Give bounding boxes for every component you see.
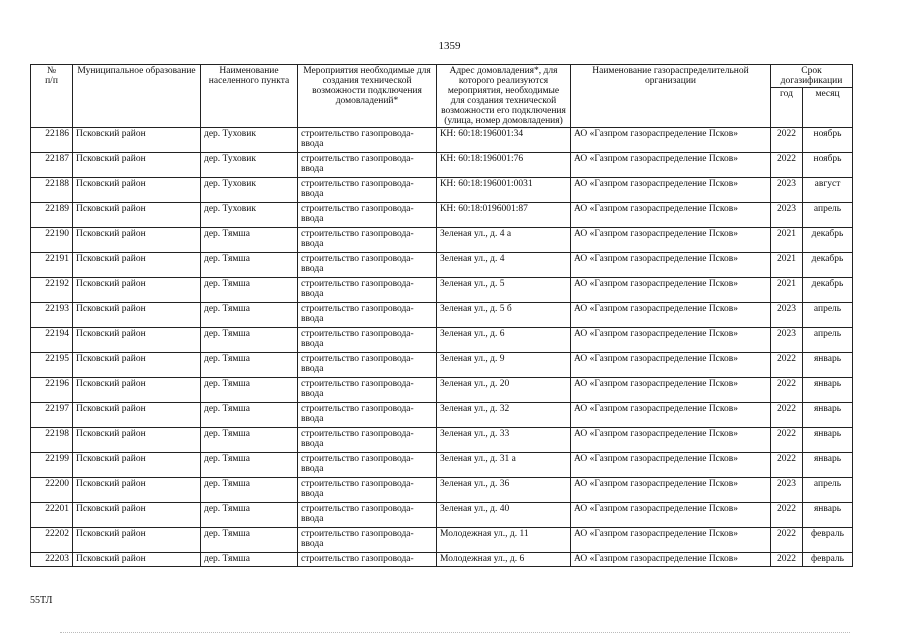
cell-measures: строительство газопровода-ввода: [298, 278, 437, 303]
cell-year: 2022: [771, 453, 803, 478]
cell-municipality: Псковский район: [73, 128, 201, 153]
cell-num: 22196: [31, 378, 73, 403]
cell-month: ноябрь: [803, 128, 853, 153]
cell-settlement: дер. Тямша: [201, 353, 298, 378]
table-row: [31, 203, 853, 228]
cell-settlement: дер. Тямша: [201, 478, 298, 503]
cell-year: 2021: [771, 278, 803, 303]
cell-address: Зеленая ул., д. 20: [437, 378, 571, 403]
header-month: месяц: [803, 88, 853, 128]
cell-settlement: дер. Тямша: [201, 303, 298, 328]
cell-year: 2023: [771, 203, 803, 228]
cell-municipality: Псковский район: [73, 353, 201, 378]
table-row: [31, 178, 853, 203]
cell-settlement: дер. Тямша: [201, 228, 298, 253]
table-row: [31, 153, 853, 178]
cell-month: декабрь: [803, 253, 853, 278]
cell-address: Зеленая ул., д. 5: [437, 278, 571, 303]
cell-settlement: дер. Тямша: [201, 278, 298, 303]
cell-org: АО «Газпром газораспределение Псков»: [571, 253, 771, 278]
cell-year: 2022: [771, 503, 803, 528]
cell-month: февраль: [803, 553, 853, 567]
header-year: год: [771, 88, 803, 128]
table-row: [31, 328, 853, 353]
cell-settlement: дер. Туховик: [201, 153, 298, 178]
header-address: Адрес домовладения*, для которого реализуются мероприятия, необходимые для создания технической возможности его подключения (улица, номер домовладения): [437, 65, 571, 128]
cell-measures: строительство газопровода-ввода: [298, 428, 437, 453]
cell-month: ноябрь: [803, 153, 853, 178]
cell-org: АО «Газпром газораспределение Псков»: [571, 553, 771, 567]
cell-settlement: дер. Туховик: [201, 203, 298, 228]
table-row: [31, 553, 853, 567]
cell-municipality: Псковский район: [73, 178, 201, 203]
cell-num: 22202: [31, 528, 73, 553]
cell-org: АО «Газпром газораспределение Псков»: [571, 203, 771, 228]
cell-month: апрель: [803, 303, 853, 328]
cell-month: январь: [803, 453, 853, 478]
cell-year: 2021: [771, 253, 803, 278]
cell-num: 22198: [31, 428, 73, 453]
header-settlement: Наименование населенного пункта: [201, 65, 298, 128]
table-row: [31, 253, 853, 278]
cell-municipality: Псковский район: [73, 428, 201, 453]
cell-address: Зеленая ул., д. 32: [437, 403, 571, 428]
cell-num: 22186: [31, 128, 73, 153]
table-row: [31, 478, 853, 503]
cell-num: 22195: [31, 353, 73, 378]
cell-num: 22203: [31, 553, 73, 567]
table-row: [31, 228, 853, 253]
cell-month: декабрь: [803, 228, 853, 253]
cell-measures: строительство газопровода-ввода: [298, 378, 437, 403]
cell-municipality: Псковский район: [73, 453, 201, 478]
cell-num: 22194: [31, 328, 73, 353]
header-municipality: Муниципальное образование: [73, 65, 201, 128]
table-row: [31, 278, 853, 303]
cell-measures: строительство газопровода-ввода: [298, 453, 437, 478]
cell-municipality: Псковский район: [73, 478, 201, 503]
cell-month: апрель: [803, 328, 853, 353]
cell-num: 22187: [31, 153, 73, 178]
cell-municipality: Псковский район: [73, 303, 201, 328]
cell-address: Зеленая ул., д. 4: [437, 253, 571, 278]
cell-org: АО «Газпром газораспределение Псков»: [571, 153, 771, 178]
cell-address: КН: 60:18:0196001:87: [437, 203, 571, 228]
cell-address: Зеленая ул., д. 31 а: [437, 453, 571, 478]
table-row: [31, 528, 853, 553]
cell-settlement: дер. Тямша: [201, 403, 298, 428]
cell-settlement: дер. Тямша: [201, 453, 298, 478]
cell-measures: строительство газопровода-ввода: [298, 403, 437, 428]
cell-num: 22192: [31, 278, 73, 303]
cell-address: КН: 60:18:196001:0031: [437, 178, 571, 203]
cell-month: апрель: [803, 478, 853, 503]
cell-municipality: Псковский район: [73, 378, 201, 403]
cell-org: АО «Газпром газораспределение Псков»: [571, 228, 771, 253]
cell-num: 22189: [31, 203, 73, 228]
cell-org: АО «Газпром газораспределение Псков»: [571, 403, 771, 428]
cell-municipality: Псковский район: [73, 403, 201, 428]
cell-month: январь: [803, 428, 853, 453]
table-row: [31, 503, 853, 528]
cell-measures: строительство газопровода-ввода: [298, 328, 437, 353]
cell-measures: строительство газопровода-ввода: [298, 153, 437, 178]
cell-org: АО «Газпром газораспределение Псков»: [571, 378, 771, 403]
cell-org: АО «Газпром газораспределение Псков»: [571, 503, 771, 528]
cell-year: 2022: [771, 153, 803, 178]
gasification-table: [30, 64, 853, 567]
cell-settlement: дер. Туховик: [201, 178, 298, 203]
cell-year: 2022: [771, 378, 803, 403]
cell-org: АО «Газпром газораспределение Псков»: [571, 128, 771, 153]
cell-num: 22201: [31, 503, 73, 528]
cell-measures: строительство газопровода-ввода: [298, 528, 437, 553]
header-num: № п/п: [31, 65, 73, 128]
table-row: [31, 128, 853, 153]
cell-year: 2021: [771, 228, 803, 253]
cell-year: 2023: [771, 303, 803, 328]
cell-month: январь: [803, 503, 853, 528]
header-measures: Мероприятия необходимые для создания технической возможности подключения домовладений*: [298, 65, 437, 128]
cell-address: Молодежная ул., д. 6: [437, 553, 571, 567]
cell-month: февраль: [803, 528, 853, 553]
cell-municipality: Псковский район: [73, 153, 201, 178]
cell-settlement: дер. Тямша: [201, 428, 298, 453]
cell-org: АО «Газпром газораспределение Псков»: [571, 303, 771, 328]
cell-org: АО «Газпром газораспределение Псков»: [571, 178, 771, 203]
cell-num: 22191: [31, 253, 73, 278]
page-number: 1359: [438, 40, 461, 52]
cell-year: 2022: [771, 553, 803, 567]
cell-settlement: дер. Туховик: [201, 128, 298, 153]
cell-address: Молодежная ул., д. 11: [437, 528, 571, 553]
cell-measures: строительство газопровода-ввода: [298, 503, 437, 528]
cell-year: 2023: [771, 328, 803, 353]
cell-settlement: дер. Тямша: [201, 503, 298, 528]
table-body: [31, 128, 853, 567]
cell-address: КН: 60:18:196001:34: [437, 128, 571, 153]
cell-municipality: Псковский район: [73, 503, 201, 528]
cell-org: АО «Газпром газораспределение Псков»: [571, 353, 771, 378]
cell-num: 22199: [31, 453, 73, 478]
table-row: [31, 303, 853, 328]
header-org: Наименование газораспределительной организации: [571, 65, 771, 128]
table-row: [31, 378, 853, 403]
cell-settlement: дер. Тямша: [201, 553, 298, 567]
cell-measures: строительство газопровода-ввода: [298, 203, 437, 228]
cell-year: 2022: [771, 403, 803, 428]
cell-org: АО «Газпром газораспределение Псков»: [571, 278, 771, 303]
cell-address: Зеленая ул., д. 4 а: [437, 228, 571, 253]
cell-org: АО «Газпром газораспределение Псков»: [571, 453, 771, 478]
cell-year: 2022: [771, 428, 803, 453]
cell-address: Зеленая ул., д. 33: [437, 428, 571, 453]
cell-address: Зеленая ул., д. 36: [437, 478, 571, 503]
cell-municipality: Псковский район: [73, 328, 201, 353]
cell-year: 2023: [771, 478, 803, 503]
cell-month: апрель: [803, 203, 853, 228]
cell-address: Зеленая ул., д. 5 б: [437, 303, 571, 328]
cell-address: Зеленая ул., д. 40: [437, 503, 571, 528]
cell-measures: строительство газопровода-ввода: [298, 253, 437, 278]
cell-address: КН: 60:18:196001:76: [437, 153, 571, 178]
cell-municipality: Псковский район: [73, 228, 201, 253]
cell-month: декабрь: [803, 278, 853, 303]
cell-month: август: [803, 178, 853, 203]
cell-month: январь: [803, 403, 853, 428]
cell-org: АО «Газпром газораспределение Псков»: [571, 478, 771, 503]
scan-artifact-line: [60, 632, 850, 633]
cell-settlement: дер. Тямша: [201, 528, 298, 553]
cell-address: Зеленая ул., д. 9: [437, 353, 571, 378]
cell-year: 2023: [771, 178, 803, 203]
cell-measures: строительство газопровода-ввода: [298, 303, 437, 328]
table-row: [31, 453, 853, 478]
cell-municipality: Псковский район: [73, 528, 201, 553]
cell-measures: строительство газопровода-ввода: [298, 478, 437, 503]
footer-code: 55ТЛ: [30, 595, 53, 606]
cell-num: 22200: [31, 478, 73, 503]
cell-measures: строительство газопровода-ввода: [298, 128, 437, 153]
cell-org: АО «Газпром газораспределение Псков»: [571, 328, 771, 353]
cell-year: 2022: [771, 353, 803, 378]
cell-municipality: Псковский район: [73, 203, 201, 228]
cell-num: 22193: [31, 303, 73, 328]
cell-measures: строительство газопровода-ввода: [298, 353, 437, 378]
cell-measures: строительство газопровода-ввода: [298, 228, 437, 253]
cell-address: Зеленая ул., д. 6: [437, 328, 571, 353]
cell-month: январь: [803, 353, 853, 378]
cell-num: 22190: [31, 228, 73, 253]
header-term: Срок догазификации: [771, 65, 853, 88]
cell-settlement: дер. Тямша: [201, 253, 298, 278]
table-row: [31, 428, 853, 453]
cell-municipality: Псковский район: [73, 253, 201, 278]
cell-measures: строительство газопровода-ввода: [298, 178, 437, 203]
cell-month: январь: [803, 378, 853, 403]
cell-org: АО «Газпром газораспределение Псков»: [571, 428, 771, 453]
cell-municipality: Псковский район: [73, 553, 201, 567]
cell-measures: строительство газопровода-: [298, 553, 437, 567]
table-row: [31, 353, 853, 378]
table-row: [31, 403, 853, 428]
cell-org: АО «Газпром газораспределение Псков»: [571, 528, 771, 553]
cell-municipality: Псковский район: [73, 278, 201, 303]
cell-num: 22197: [31, 403, 73, 428]
cell-settlement: дер. Тямша: [201, 378, 298, 403]
cell-year: 2022: [771, 528, 803, 553]
cell-settlement: дер. Тямша: [201, 328, 298, 353]
cell-year: 2022: [771, 128, 803, 153]
cell-num: 22188: [31, 178, 73, 203]
